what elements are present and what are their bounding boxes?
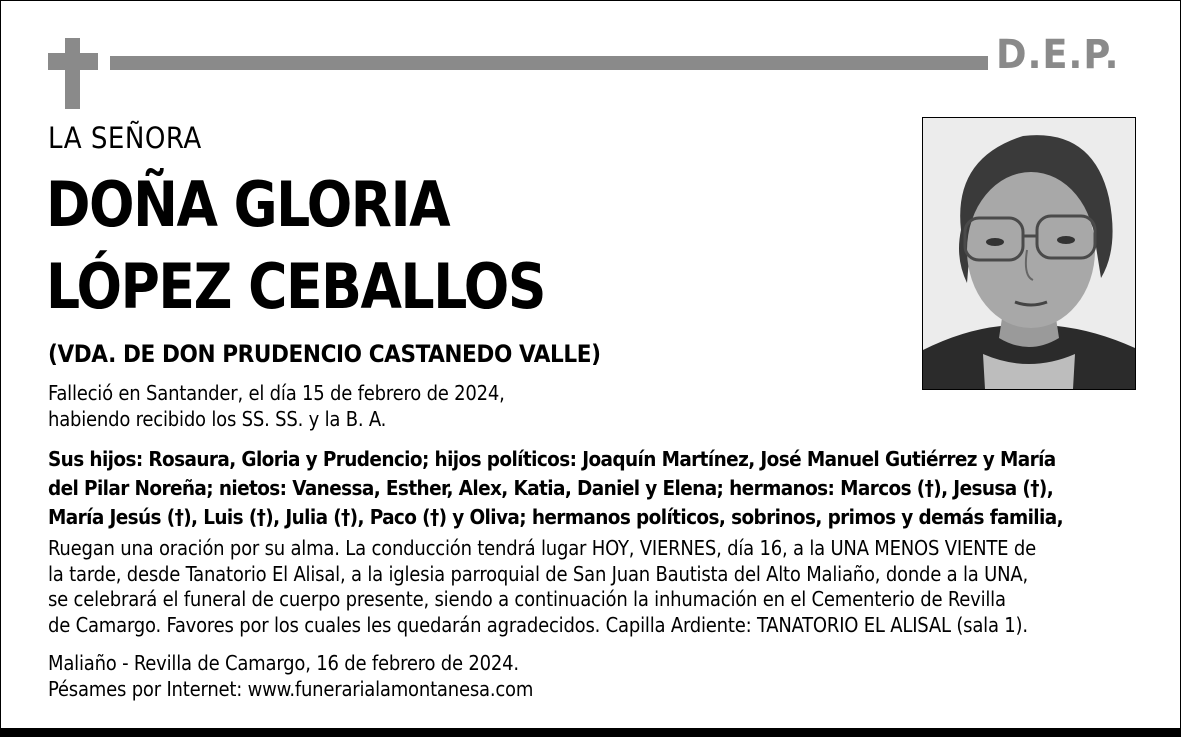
ceremony-line: Ruegan una oración por su alma. La conducción tendrá lugar HOY, VIERNES, día 16, a la UNA MENOS VIENTE de [48, 536, 1036, 560]
family-line: Sus hijos: Rosaura, Gloria y Prudencio; hijos políticos: Joaquín Martínez, José Manuel Gutiérrez y María [48, 447, 1056, 471]
ceremony-line: la tarde, desde Tanatorio El Alisal, a la iglesia parroquial de San Juan Bautista del Alto Maliaño, donde a la UNA, [48, 561, 1028, 586]
header-rule [110, 56, 988, 70]
dep-label: D.E.P. [996, 32, 1120, 78]
family-list [48, 445, 1063, 532]
death-notice [48, 381, 505, 432]
ceremony-details [48, 536, 1036, 638]
closing-info [48, 651, 533, 702]
family-line: del Pilar Noreña; nietos: Vanessa, Esther, Alex, Katia, Daniel y Elena; hermanos: Marcos (†), Jesusa (†), [48, 476, 1054, 500]
portrait-photo [922, 117, 1136, 390]
bottom-rule [0, 728, 1181, 737]
family-line: María Jesús (†), Luis (†), Julia (†), Paco (†) y Oliva; hermanos políticos, sobrinos, primos y demás familia, [48, 505, 1063, 529]
widow-of-line: (VDA. DE DON PRUDENCIO CASTANEDO VALLE) [48, 340, 601, 368]
death-line: habiendo recibido los SS. SS. y la B. A. [48, 406, 387, 431]
death-line: Falleció en Santander, el día 15 de febrero de 2024, [48, 381, 505, 405]
deceased-name-line1: DOÑA GLORIA [46, 168, 450, 241]
condolences-link-text: Pésames por Internet: www.funerarialamontanesa.com [48, 676, 534, 701]
place-date: Maliaño - Revilla de Camargo, 16 de febrero de 2024. [48, 651, 519, 675]
ceremony-line: de Camargo. Favores por los cuales les quedarán agradecidos. Capilla Ardiente: TANATORIO EL ALISAL (sala 1). [48, 612, 1028, 637]
deceased-name-line2: LÓPEZ CEBALLOS [46, 250, 545, 323]
honorific-title: LA SEÑORA [48, 121, 202, 155]
ceremony-line: se celebrará el funeral de cuerpo presente, siendo a continuación la inhumación en el Cementerio de Revilla [48, 587, 1006, 611]
